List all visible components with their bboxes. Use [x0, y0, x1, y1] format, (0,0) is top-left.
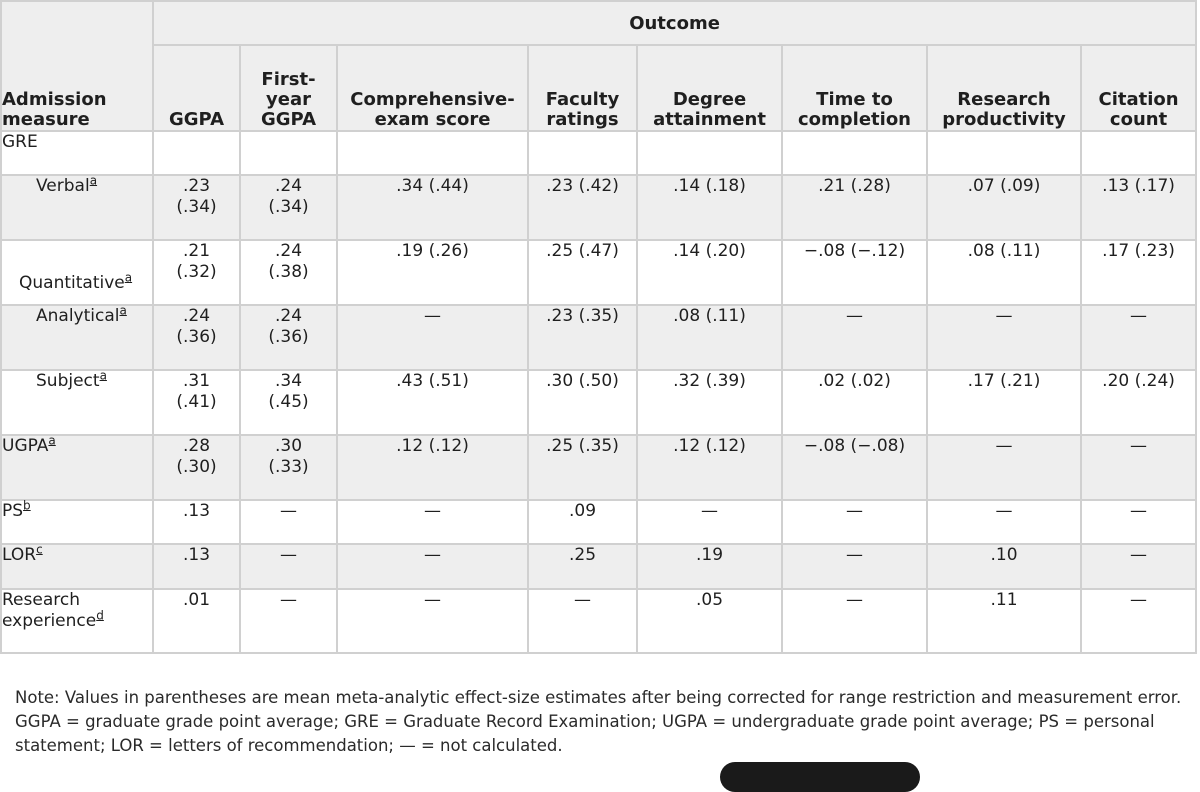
table-cell: .14 (.18)	[637, 175, 782, 240]
table-cell: .31 (.41)	[153, 370, 240, 435]
table-cell: .19 (.26)	[337, 240, 528, 305]
table-cell: .11	[927, 589, 1081, 653]
row-label-text: Quantitative	[19, 273, 125, 293]
table-cell: —	[782, 305, 927, 370]
table-cell: −.08 (−.08)	[782, 435, 927, 500]
table-cell: .34 (.44)	[337, 175, 528, 240]
row-label-subject	[1, 370, 153, 435]
column-header-ggpa	[153, 45, 240, 131]
column-header-label: Faculty ratings	[545, 89, 620, 130]
table-cell: —	[782, 500, 927, 544]
column-header-label: Time to completion	[797, 89, 911, 130]
row-label-text: GRE	[2, 132, 38, 152]
table-cell: .23 (.34)	[153, 175, 240, 240]
column-header-citation-count	[1081, 45, 1196, 131]
table-cell: .30 (.33)	[240, 435, 337, 500]
row-label-text: Verbal	[36, 176, 90, 196]
table-cell: .32 (.39)	[637, 370, 782, 435]
footnote-marker[interactable]: c	[36, 542, 43, 557]
table-note: Note: Values in parentheses are mean meta-analytic effect-size estimates after being corrected for range restriction and measurement error. GGPA = graduate grade point average; GRE = Graduate Record Examination; UGPA = undergraduate grade point average; PS = personal statement; LOR = letters of recommendation; — = not calculated.	[15, 688, 1182, 755]
footnote-marker[interactable]: a	[124, 270, 133, 285]
table-cell: .25 (.47)	[528, 240, 637, 305]
footnote-marker[interactable]: a	[89, 173, 98, 188]
table-cell: .20 (.24)	[1081, 370, 1196, 435]
table-cell: —	[1081, 544, 1196, 589]
row-label-text: Analytical	[36, 306, 120, 326]
table-cell: .08 (.11)	[637, 305, 782, 370]
table-cell: .17 (.21)	[927, 370, 1081, 435]
table-cell: .30 (.50)	[528, 370, 637, 435]
table-cell: .25	[528, 544, 637, 589]
table-cell: —	[637, 500, 782, 544]
table-cell: .01	[153, 589, 240, 653]
row-label-ps	[1, 500, 153, 544]
table-cell: .43 (.51)	[337, 370, 528, 435]
footnote-marker[interactable]: a	[48, 433, 56, 448]
table-row	[1, 370, 1196, 435]
table-cell: —	[1081, 305, 1196, 370]
table-cell: —	[1081, 435, 1196, 500]
table-row	[1, 435, 1196, 500]
table-cell: .19	[637, 544, 782, 589]
row-label-gre	[1, 131, 153, 175]
admission-measure-label: Admission measure	[2, 89, 107, 130]
table-cell: —	[240, 500, 337, 544]
footnote-marker[interactable]: d	[96, 608, 104, 623]
table-cell: .14 (.20)	[637, 240, 782, 305]
table-cell: —	[528, 589, 637, 653]
row-label-analytical	[1, 305, 153, 370]
table-cell: —	[1081, 500, 1196, 544]
table-cell: .12 (.12)	[337, 435, 528, 500]
table-body	[1, 131, 1196, 653]
table-row	[1, 500, 1196, 544]
outcome-label: Outcome	[629, 12, 720, 34]
row-label-research-experience	[1, 589, 153, 653]
table-cell	[240, 131, 337, 175]
column-header-row	[1, 45, 1196, 131]
column-header-label: Research productivity	[942, 89, 1066, 130]
table-cell	[528, 131, 637, 175]
table-cell: —	[927, 435, 1081, 500]
table-cell: .24 (.38)	[240, 240, 337, 305]
table-cell: .10	[927, 544, 1081, 589]
table-cell: −.08 (−.12)	[782, 240, 927, 305]
table-cell: .13	[153, 544, 240, 589]
table-cell: —	[337, 305, 528, 370]
table-cell: .24 (.36)	[240, 305, 337, 370]
table-cell: .24 (.34)	[240, 175, 337, 240]
table-cell: —	[337, 500, 528, 544]
column-header-label: Citation count	[1098, 89, 1179, 130]
table-cell: —	[240, 589, 337, 653]
table-cell: .05	[637, 589, 782, 653]
row-label-ugpa	[1, 435, 153, 500]
table-cell: .23 (.42)	[528, 175, 637, 240]
row-label-text: Subject	[36, 371, 100, 391]
table-cell: .12 (.12)	[637, 435, 782, 500]
row-label-text: LOR	[2, 545, 37, 565]
table-cell: —	[782, 589, 927, 653]
table-row	[1, 175, 1196, 240]
table-cell: —	[1081, 589, 1196, 653]
footnote-marker[interactable]: a	[99, 368, 107, 383]
table-cell	[1081, 131, 1196, 175]
table-cell: —	[337, 544, 528, 589]
table-cell: .24 (.36)	[153, 305, 240, 370]
table-cell: .25 (.35)	[528, 435, 637, 500]
outcome-header	[153, 1, 1196, 45]
table-cell: .13 (.17)	[1081, 175, 1196, 240]
admission-measure-header	[1, 1, 153, 131]
table-cell	[637, 131, 782, 175]
table-cell: .23 (.35)	[528, 305, 637, 370]
column-header-first-year-ggpa	[240, 45, 337, 131]
table-cell	[927, 131, 1081, 175]
table-cell	[153, 131, 240, 175]
column-header-degree-attainment	[637, 45, 782, 131]
column-header-label: GGPA	[168, 109, 225, 130]
column-header-research-productivity	[927, 45, 1081, 131]
row-label-quantitative	[1, 240, 153, 305]
table-cell: —	[782, 544, 927, 589]
table-cell: —	[927, 500, 1081, 544]
table-cell: .13	[153, 500, 240, 544]
table-cell: .28 (.30)	[153, 435, 240, 500]
column-header-faculty-ratings	[528, 45, 637, 131]
row-label-lor	[1, 544, 153, 589]
column-header-comprehensive-exam-score	[337, 45, 528, 131]
footnote-marker[interactable]: b	[23, 498, 31, 513]
table-row	[1, 589, 1196, 653]
column-header-label: First- year GGPA	[260, 69, 317, 130]
table-row	[1, 305, 1196, 370]
row-label-verbal	[1, 175, 153, 240]
table-cell: —	[927, 305, 1081, 370]
row-label-text: UGPA	[2, 436, 49, 456]
table-row	[1, 240, 1196, 305]
table-cell: .07 (.09)	[927, 175, 1081, 240]
floating-button[interactable]	[720, 762, 920, 792]
footnote-marker[interactable]: a	[119, 303, 127, 318]
column-header-label: Comprehensive- exam score	[350, 89, 515, 130]
column-header-label: Degree attainment	[653, 89, 766, 130]
table-cell: .21 (.28)	[782, 175, 927, 240]
column-header-time-to-completion	[782, 45, 927, 131]
row-label-text: Research experience	[2, 590, 97, 631]
table-row	[1, 131, 1196, 175]
table-cell: —	[337, 589, 528, 653]
table-cell	[782, 131, 927, 175]
table-cell: .09	[528, 500, 637, 544]
table-cell: .02 (.02)	[782, 370, 927, 435]
table-cell: .34 (.45)	[240, 370, 337, 435]
table-cell: .17 (.23)	[1081, 240, 1196, 305]
table-cell: —	[240, 544, 337, 589]
table-cell	[337, 131, 528, 175]
table-row	[1, 544, 1196, 589]
row-label-text: PS	[2, 501, 24, 521]
table-cell: .08 (.11)	[927, 240, 1081, 305]
table-cell: .21 (.32)	[153, 240, 240, 305]
